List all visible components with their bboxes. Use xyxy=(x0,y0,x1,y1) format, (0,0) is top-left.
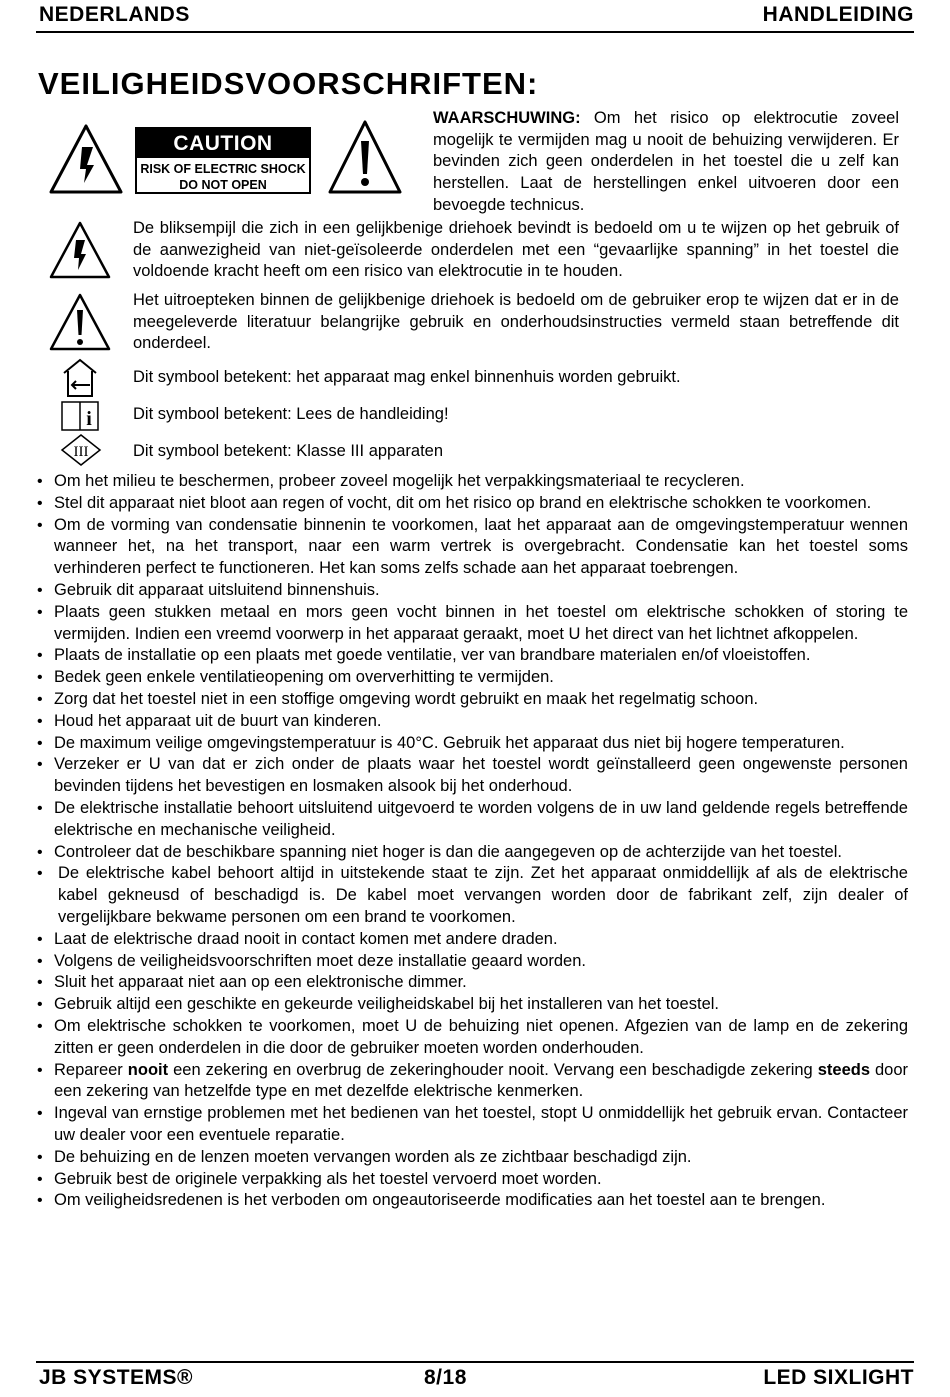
caution-line-1: RISK OF ELECTRIC SHOCK xyxy=(140,162,306,176)
list-item: • De elektrische installatie behoort uitsluitend uitgevoerd te worden volgens de in uw land geldende regels betreffende elektrische en mechanische veiligheid. xyxy=(37,798,908,839)
list-item: • Plaats geen stukken metaal en mors geen vocht binnen in het toestel om elektrische schokken of storing te vermijden. Indien een vreemd voorwerp in het apparaat geraakt, moet U het direct van het lichtnet afkoppelen. xyxy=(37,602,908,643)
safety-bullet-list xyxy=(31,471,908,1212)
list-item: • Gebruik dit apparaat uitsluitend binnenshuis. xyxy=(37,580,380,599)
indoor-use-icon xyxy=(60,357,100,399)
warning-label: WAARSCHUWING: xyxy=(433,109,581,127)
list-item: • De elektrische kabel behoort altijd in uitstekende staat te zijn. Zet het apparaat onmiddellijk af als de elektrische kabel gekneusd of beschadigd is. De kabel moet vervangen worden door de fabrikant zelf, zijn dealer of vergelijkbare bekwame personen om een brand te voorkomen. xyxy=(37,864,908,926)
list-item: • Laat de elektrische draad nooit in contact komen met andere draden. xyxy=(37,929,558,948)
footer-brand: JB SYSTEMS® xyxy=(39,1366,194,1389)
list-item-fuse: • Repareer nooit een zekering en overbrug de zekeringhouder nooit. Vervang een beschadigde zekering steeds door een zekering van hetzelfde type en met dezelfde elektrische kenmerken. xyxy=(37,1060,909,1101)
exclamation-symbol-text: Het uitroepteken binnen de gelijkbenige driehoek is bedoeld om de gebruiker erop te wijzen dat er in de meegeleverde literatuur belangrijke gebruik en onderhoudsinstructies vermeld staan betreffende dit onderdeel. xyxy=(133,291,899,353)
list-item: • De behuizing en de lenzen moeten vervangen worden als ze zichtbaar beschadigd zijn. xyxy=(37,1147,692,1166)
class-three-icon xyxy=(60,433,102,467)
list-item: • Om veiligheidsredenen is het verboden om ongeautoriseerde modificaties aan het toestel aan te brengen. xyxy=(37,1191,826,1210)
class-three-mark: III xyxy=(73,444,89,460)
caution-label xyxy=(135,127,311,194)
manual-symbol-text: Dit symbool betekent: Lees de handleiding! xyxy=(133,405,449,423)
lightning-symbol-icon xyxy=(48,220,112,280)
list-item: • Controleer dat de beschikbare spanning niet hoger is dan die aangegeven op de achterzijde van het toestel. xyxy=(37,842,842,861)
warning-text: Om het risico op elektrocutie zoveel mogelijk te vermijden mag u nooit de behuizing verwijderen. Er bevinden zich geen onderdelen in het toestel die u zelf kan herstellen. Laat de herstellingen enkel uitvoeren door een bevoegde technicus. xyxy=(433,109,899,214)
warning-paragraph xyxy=(433,108,899,217)
list-item: • Gebruik best de originele verpakking als het toestel vervoerd moet worden. xyxy=(37,1169,602,1188)
list-item: • Gebruik altijd een geschikte en gekeurde veiligheidskabel bij het installeren van het toestel. xyxy=(37,995,719,1014)
list-item: • Plaats de installatie op een plaats met goede ventilatie, ver van brandbare materialen en/of vloeistoffen. xyxy=(37,646,811,665)
list-item: • Om de vorming van condensatie binnenin te voorkomen, laat het apparaat aan de omgevingstemperatuur wennen wanneer het, na het transport, naar een warm vertrek is overgebracht. Condensatie kan het toestel soms verhinderen perfect te functioneren. Het kan soms zelfs schade aan het apparaat toebrengen. xyxy=(37,515,908,578)
indoor-symbol-text: Dit symbool betekent: het apparaat mag enkel binnenhuis worden gebruikt. xyxy=(133,368,681,386)
footer-page-number: 8/18 xyxy=(424,1366,467,1389)
list-item: • Sluit het apparaat niet aan op een elektronische dimmer. xyxy=(37,973,467,992)
caution-heading: CAUTION xyxy=(137,129,309,158)
header-doc-type: HANDLEIDING xyxy=(762,3,914,26)
list-item: • Verzeker er U van dat er zich onder de plaats waar het toestel wordt geïnstalleerd geen ongewenste personen bevinden tijdens het bevestigen en losmaken alsook bij het onderhoud. xyxy=(37,755,908,796)
read-manual-icon xyxy=(60,400,100,432)
list-item: • Zorg dat het toestel niet in een stoffige omgeving wordt gebruikt en maak het regelmatig schoon. xyxy=(37,689,759,708)
header-language: NEDERLANDS xyxy=(39,3,190,26)
footer-product: LED SIXLIGHT xyxy=(763,1366,914,1389)
list-item: • Volgens de veiligheidsvoorschriften moet deze installatie geaard worden. xyxy=(37,951,586,970)
footer-rule xyxy=(36,1361,914,1363)
list-item: • Ingeval van ernstige problemen met het bedienen van het toestel, stopt U onmiddellijk het gebruik ervan. Contacteer uw dealer voor een eventuele reparatie. xyxy=(37,1104,908,1144)
svg-text:i: i xyxy=(86,408,92,430)
page-title: VEILIGHEIDSVOORSCHRIFTEN: xyxy=(38,66,539,101)
lightning-warning-icon xyxy=(48,123,124,195)
list-item: • Bedek geen enkele ventilatieopening om oververhitting te vermijden. xyxy=(37,668,554,687)
list-item: • Om het milieu te beschermen, probeer zoveel mogelijk het verpakkingsmateriaal te recycleren. xyxy=(37,472,745,490)
list-item: • Om elektrische schokken te voorkomen, moet U de behuizing niet openen. Afgezien van de lamp en de zekering zitten er geen onderdelen in die door de gebruiker moeten worden onderhouden. xyxy=(37,1016,908,1057)
header-rule xyxy=(36,31,914,33)
exclamation-warning-icon xyxy=(327,119,403,195)
list-item: • Stel dit apparaat niet bloot aan regen of vocht, dit om het risico op brand en elektrische schokken te voorkomen. xyxy=(37,493,872,512)
caution-line-2: DO NOT OPEN xyxy=(179,178,267,192)
class3-symbol-text: Dit symbool betekent: Klasse III apparaten xyxy=(133,442,444,460)
list-item: • Houd het apparaat uit de buurt van kinderen. xyxy=(37,711,382,730)
exclamation-symbol-icon xyxy=(48,292,112,352)
lightning-symbol-text: De bliksempijl die zich in een gelijkbenige driehoek bevindt is bedoeld om u te wijzen op het gebruik of de aanwezigheid van niet-geïsoleerde onderdelen met een “gevaarlijke spanning” in het toestel die voldoende kracht heeft om een risico van elektrocutie in te houden. xyxy=(133,219,899,281)
list-item: • De maximum veilige omgevingstemperatuur is 40°C. Gebruik het apparaat dus niet bij hogere temperaturen. xyxy=(37,733,845,752)
